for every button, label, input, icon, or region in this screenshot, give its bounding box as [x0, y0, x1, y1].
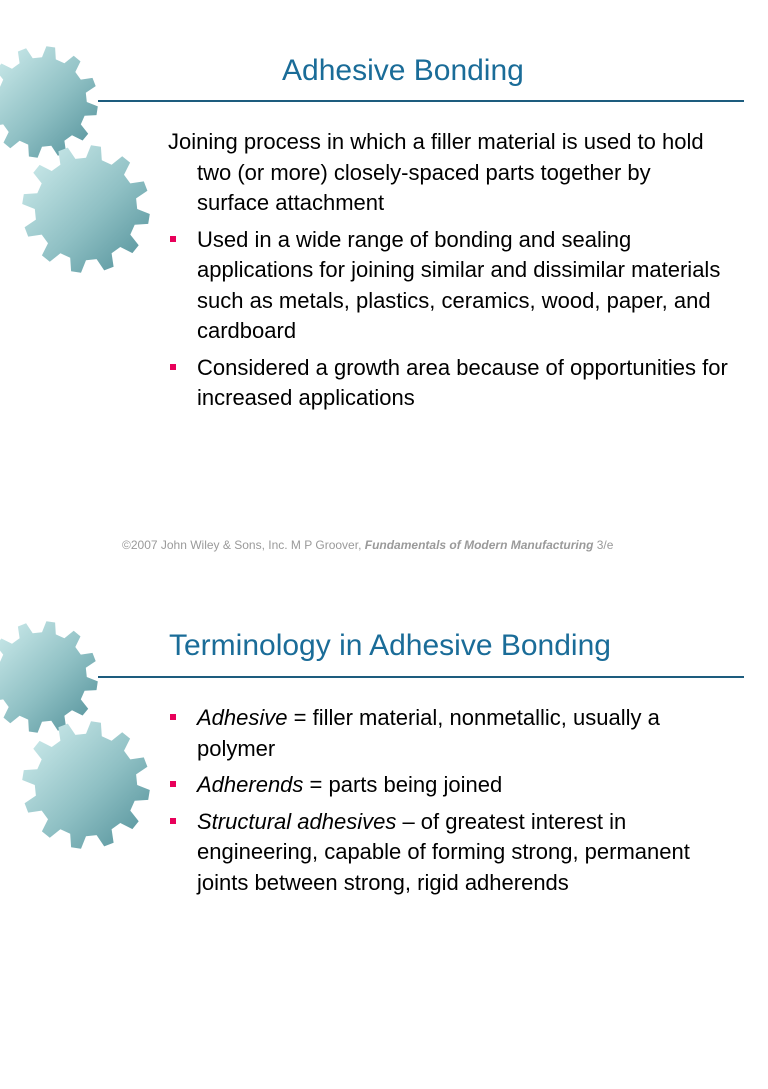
slide-terminology	[0, 577, 768, 1089]
footer-book-title: Fundamentals of Modern Manufacturing	[364, 538, 594, 552]
bullet-item	[168, 770, 728, 801]
bullet-term: Adhesive	[197, 705, 288, 730]
bullet-text: Used in a wide range of bonding and sealing applications for joining similar and dissimilar materials such as metals, plastics, ceramics, wood, paper, and cardboard	[197, 226, 721, 343]
gear-icon	[0, 46, 98, 158]
slide-body	[168, 703, 728, 898]
bullet-item	[168, 225, 728, 347]
bullet-item	[168, 807, 728, 899]
intro-paragraph: Joining process in which a filler material is used to hold two (or more) closely-spaced parts together by surface attachment	[168, 129, 704, 215]
bullet-text: = parts being joined	[303, 772, 503, 797]
bullet-text: – of greatest interest in engineering, capable of forming strong, permanent joints between strong, rigid adherends	[197, 808, 690, 895]
gear-icon	[22, 145, 150, 273]
bullet-square-icon	[170, 818, 176, 824]
slide-title: Adhesive Bonding	[282, 54, 524, 87]
bullet-square-icon	[170, 781, 176, 787]
bullet-term: Structural adhesives	[197, 808, 397, 834]
bullet-text: = filler material, nonmetallic, usually a polymer	[197, 705, 660, 761]
gears-decoration	[0, 0, 160, 290]
bullet-square-icon	[170, 714, 176, 720]
footer-edition: 3/e	[593, 538, 614, 552]
bullet-item	[168, 353, 728, 414]
bullet-term: Adherends	[197, 772, 304, 797]
slide-body	[168, 127, 728, 414]
bullet-item	[168, 703, 728, 764]
copyright-footer	[122, 538, 613, 552]
footer-copyright: ©2007 John Wiley & Sons, Inc. M P Groover,	[122, 538, 365, 552]
gear-icon	[22, 721, 150, 849]
gears-decoration	[0, 577, 160, 867]
title-divider	[98, 676, 744, 678]
slide-title: Terminology in Adhesive Bonding	[169, 629, 611, 662]
bullet-square-icon	[170, 236, 176, 242]
title-divider	[98, 100, 744, 102]
gear-icon	[0, 621, 98, 733]
bullet-text: Considered a growth area because of opportunities for increased applications	[197, 354, 728, 410]
bullet-square-icon	[170, 364, 176, 370]
